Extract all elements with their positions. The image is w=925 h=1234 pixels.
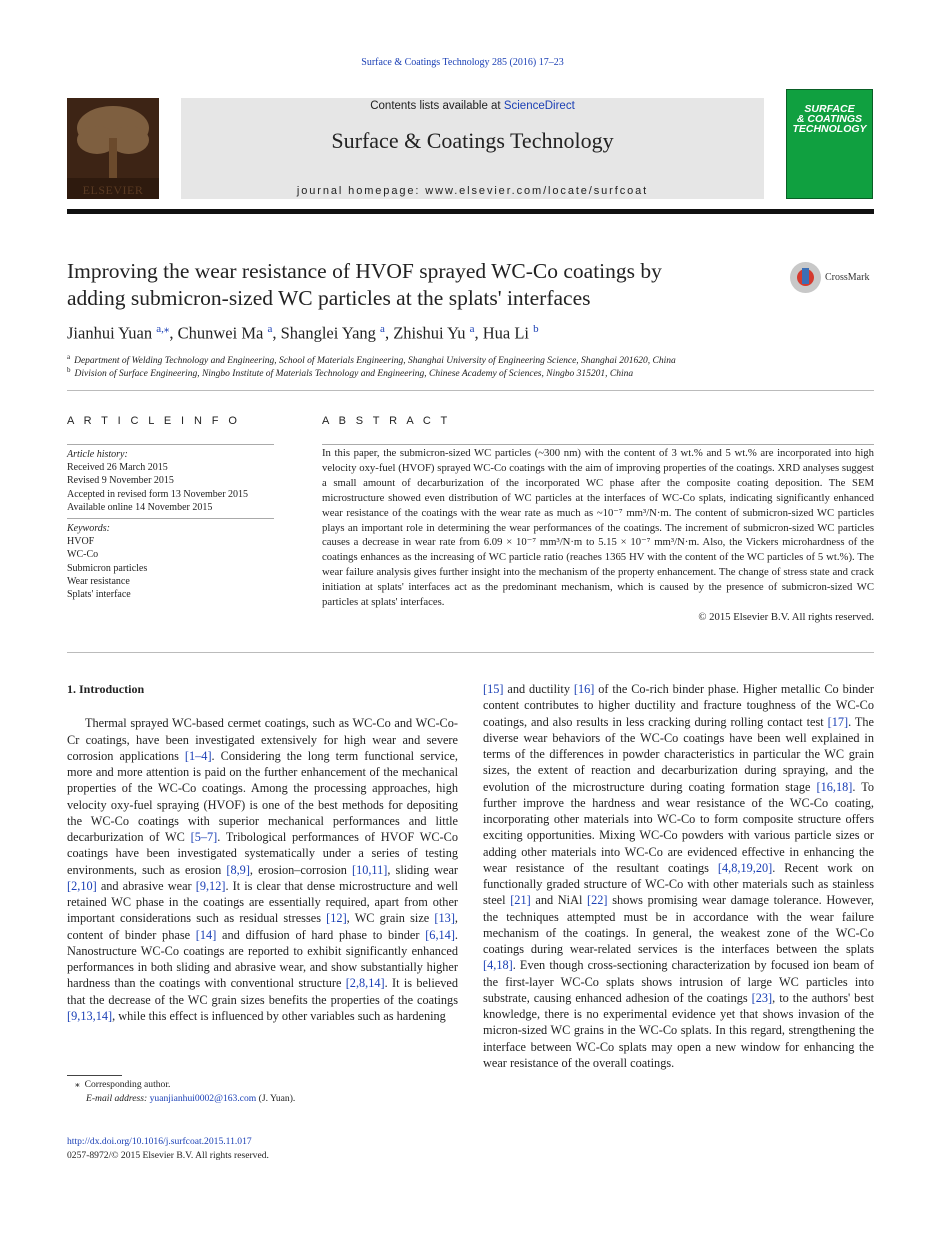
footnote-divider <box>67 1075 122 1076</box>
abstract-heading: A B S T R A C T <box>322 415 451 427</box>
body-text: and NiAl <box>530 893 588 908</box>
crossmark-label: CrossMark <box>825 272 870 283</box>
author-affiliation-link[interactable]: a <box>469 323 475 335</box>
crossmark-icon <box>790 262 821 293</box>
author-affiliation-link[interactable]: a <box>267 323 273 335</box>
doi-link[interactable]: http://dx.doi.org/10.1016/j.surfcoat.2015.11.017 <box>67 1136 252 1147</box>
body-text: Thermal sprayed WC-based cermet coatings, such as WC-Co and WC-Co-Cr coatings, have been investigated extensively for high wear and severe corrosion applications <box>67 716 458 763</box>
history-item: Accepted in revised form 13 November 2015 <box>67 488 249 500</box>
citation-link[interactable]: [14] <box>195 927 217 942</box>
section-heading: 1. Introduction <box>67 682 145 696</box>
doi-block <box>67 1135 269 1162</box>
email-link[interactable]: yuanjianhui0002@163.com <box>149 1092 257 1104</box>
body-text: , WC grain size <box>346 911 435 926</box>
citation-link[interactable]: [21] <box>510 893 531 908</box>
citation-link[interactable]: [1–4] <box>184 748 212 763</box>
citation-link[interactable]: [22] <box>587 893 608 908</box>
keyword: HVOF <box>67 536 95 548</box>
author-affiliation-link[interactable]: b <box>533 323 539 335</box>
journal-title: Surface & Coatings Technology <box>331 128 614 153</box>
citation-link[interactable]: [23] <box>751 990 773 1005</box>
abstract-panel <box>322 444 874 625</box>
footnote: ⁎ Corresponding author. E-mail address: yuanjianhui0002@163.com (J. Yuan). <box>75 1079 296 1104</box>
author-name: Hua Li <box>482 323 530 343</box>
body-text: and ductility <box>503 682 574 696</box>
citation-link[interactable]: [2,8,14] <box>345 976 385 991</box>
body-text: , content of binder phase <box>67 911 458 942</box>
keyword: Wear resistance <box>67 575 130 587</box>
citation-link[interactable]: [16,18] <box>816 779 853 794</box>
citation-link[interactable]: [4,8,19,20] <box>717 860 773 875</box>
citation-link[interactable]: [16] <box>573 682 595 696</box>
body-text: of the Co-rich binder phase. Higher metallic Co binder content contributes to higher ductility and fracture toughness of the WC-Co coatings, and also results in less cracking during rolling contact test <box>483 682 874 729</box>
article-info-panel <box>67 444 274 601</box>
body-text: . It is clear that dense microstructure and well retained WC phase in the coatings are essentially required, apart from other important considerations such as residual stresses <box>67 878 458 926</box>
body-paragraph <box>67 715 458 1024</box>
abstract-copyright: © 2015 Elsevier B.V. All rights reserved. <box>698 610 874 623</box>
body-column-right <box>483 681 874 1071</box>
body-text: . Tribological performances of HVOF WC-Co coatings have been investigated systematically under a series of testing environments, such as erosion <box>67 830 458 877</box>
body-text: , erosion–corrosion <box>249 862 352 877</box>
affiliation: $^a$ Department of Welding Technology and Engineering, School of Materials Engineering, Shanghai University of Engineering Science, Shanghai 201620, China <box>67 353 676 367</box>
body-paragraph <box>483 681 874 1071</box>
citation-link[interactable]: [12] <box>326 911 347 926</box>
citation-link[interactable]: [6,14] <box>425 927 455 942</box>
history-item: Available online 14 November 2015 <box>67 501 213 513</box>
elsevier-logo <box>67 98 159 199</box>
elsevier-wordmark: ELSEVIER <box>82 183 144 197</box>
history-item: Received 26 March 2015 <box>67 462 168 474</box>
author-affiliation-link[interactable]: a <box>380 323 385 335</box>
contents-line: Contents lists available at ScienceDirect <box>370 100 575 112</box>
body-text: and abrasive wear <box>96 878 196 893</box>
author-name: Chunwei Ma <box>177 323 264 343</box>
body-text: . The diverse wear behaviors of the WC-Co coatings have been well explained in terms of the differences in powder characteristics in particular the WC grain sizes, the extent of reaction and decarburization during spraying, and the evolution of the microstructure during coating formation stage <box>483 714 874 794</box>
author-list: Jianhui Yuan $^{a,⁎}$, Chunwei Ma $^a$, Shanglei Yang $^a$, Zhishui Yu $^a$, Hua Li $^b$ <box>67 323 539 343</box>
body-column-left <box>67 681 458 1024</box>
section-divider <box>67 390 874 391</box>
citation-link[interactable]: [13] <box>434 911 455 926</box>
body-text: . Recent work on functionally graded structure of WC-Co with other materials such as stainless steel <box>483 860 874 908</box>
history-item: Revised 9 November 2015 <box>67 475 174 487</box>
citation-link[interactable]: [5–7] <box>190 830 218 844</box>
journal-reference[interactable]: Surface & Coatings Technology 285 (2016) 17–23 <box>361 57 564 68</box>
citation-link[interactable]: [10,11] <box>351 862 388 877</box>
body-text: , sliding wear <box>387 862 458 877</box>
citation-link[interactable]: [4,18] <box>483 958 513 973</box>
body-text: . Even though cross-sectioning characterization by focused ion beam of the first-layer WC-Co splats shows intrusion of large WC particles into substrate, causing enhanced adhesion of the coatings <box>483 958 874 1005</box>
body-text: , to the authors' best knowledge, there is no experimental evidence yet that shows invasion of the micron-sized WC grains in the WC-Co splats. In this regard, strengthening the interface between WC-Co splats may open a new window for enhancing the wear resistance of the overall coatings. <box>483 990 874 1070</box>
citation-link[interactable]: [9,12] <box>195 878 226 893</box>
author-name: Jianhui Yuan <box>67 323 153 343</box>
journal-masthead <box>181 98 764 199</box>
cover-title: SURFACE & COATINGS TECHNOLOGY <box>792 103 867 135</box>
body-text: . Considering the long term functional service, more and more attention is paid on the further enhancement of the mechanical properties of the WC-Co coatings. Among the processing approaches, high velocity oxy-fuel spraying (HVOF) is one of the best methods for depositing the WC-Co coatings with superior mechanical performances and little decarburization of WC <box>67 748 458 844</box>
sciencedirect-link[interactable]: ScienceDirect <box>503 100 575 112</box>
body-text: and diffusion of hard phase to binder <box>216 927 426 942</box>
citation-link[interactable]: [8,9] <box>226 862 250 877</box>
body-text: shows promising wear damage tolerance. However, the techniques attempted must be in accordance with the wear failure mechanism of the coatings. In general, the weakest zone of the WC-Co coatings during wear-related services is the interfaces between the splats <box>483 893 875 956</box>
journal-homepage[interactable]: journal homepage: www.elsevier.com/locate/surfcoat <box>296 185 649 197</box>
citation-link[interactable]: [15] <box>483 682 504 696</box>
article-title: Improving the wear resistance of HVOF sprayed WC-Co coatings by adding submicron-sized WC particles at the splats' interfaces <box>67 259 662 310</box>
crossmark-button[interactable] <box>790 262 880 294</box>
author-affiliation-link[interactable]: a,⁎ <box>156 323 170 335</box>
abstract-text: In this paper, the submicron-sized WC particles (~300 nm) with the content of 3 wt.% and 5 wt.% are incorporated into high velocity oxy-fuel (HVOF) sprayed WC-Co coatings with the aim of improving properties of the coatings. XRD analyses suggest a small amount of decarburization of the incorporated WC phase after the composite coating deposition. The SEM microstructure showed even distribution of WC particles at the interfaces of WC-Co splats, indicating significantly enhanced wear resistance of the coatings with the wear rate as much as ~10⁻⁷ mm³/N·m. The content of submicron-sized WC particles plays an important role in determining the wear performances of the coatings. The increment of submicron-sized WC particles causes a decrease in wear rate from 6.09 × 10⁻⁷ mm³/N·m to 5.15 × 10⁻⁷ mm³/N·m. Also, the Vickers microhardness of the coatings enhances as the increasing of WC particle ratio (reaches 1365 HV with the content of the WC particles of 5 wt.%). The wear failure analysis gives further insight into the mechanism of the property enhancement. The change of stress state and crack initiation at splats' interfaces act as the predominant mechanism, which is caused by the presence of submicron-sized WC particles at splats' interfaces. <box>322 444 874 610</box>
citation-link[interactable]: [17] <box>827 714 849 729</box>
body-text: . Nanostructure WC-Co coatings are reported to exhibit significantly enhanced performances in both sliding and abrasive wear, and show substantially higher hardness than the coatings with conventional structure <box>67 927 458 991</box>
journal-cover-image <box>786 89 873 199</box>
section-divider <box>67 652 874 653</box>
issn-line: 0257-8972/© 2015 Elsevier B.V. All rights reserved. <box>67 1149 269 1161</box>
history-label: Article history: <box>67 449 128 460</box>
author-name: Shanglei Yang <box>280 323 376 343</box>
keyword: WC-Co <box>67 549 99 561</box>
citation-link[interactable]: [2,10] <box>67 878 97 893</box>
keywords-label: Keywords: <box>67 523 110 535</box>
keyword: Splats' interface <box>67 589 131 601</box>
body-text: . It is believed that the decrease of the WC grain sizes benefits the properties of the coatings <box>67 976 458 1007</box>
body-text: , while this effect is influenced by other variables such as hardening <box>112 1008 446 1023</box>
article-info-heading: A R T I C L E I N F O <box>67 415 241 427</box>
header-divider <box>67 209 874 214</box>
author-name: Zhishui Yu <box>393 323 466 343</box>
affiliation: $^b$ Division of Surface Engineering, Ningbo Institute of Materials Technology and Engineering, Chinese Academy of Sciences, Ningbo 315201, China <box>67 366 634 380</box>
citation-link[interactable]: [9,13,14] <box>67 1008 113 1023</box>
body-text: . To further improve the hardness and wear resistance of the WC-Co coating, incorporating other materials into WC-Co to form composite structure offers exciting opportunities. Mixing WC-Co powders with various particle sizes or adding other materials into WC-Co are evidenced effective in enhancing the wear resistance of the resultant coatings <box>483 779 874 875</box>
keyword: Submicron particles <box>67 562 148 574</box>
